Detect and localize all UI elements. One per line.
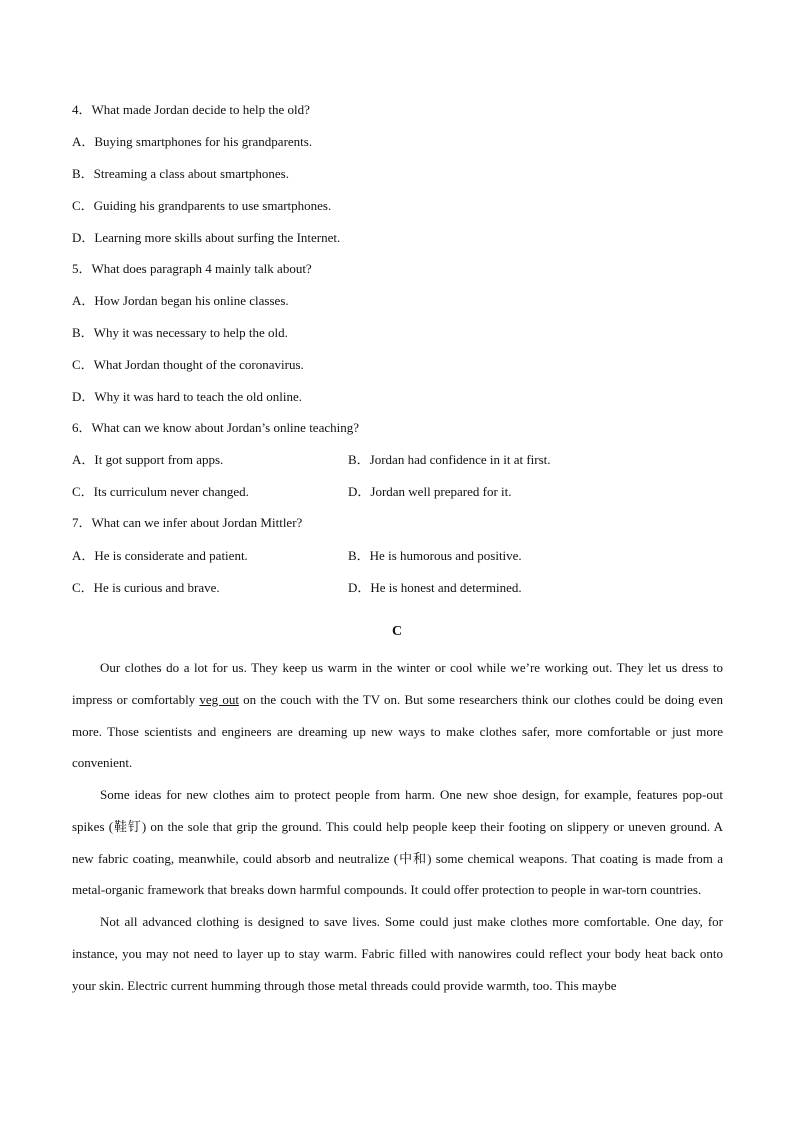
passage-paragraph-1 (72, 652, 723, 779)
question-7-option-b: B．He is humorous and positive. (348, 548, 522, 563)
question-6-stem: 6．What can we know about Jordan’s online teaching? (72, 420, 359, 435)
question-6-option-c: C．Its curriculum never changed. (72, 484, 249, 499)
reading-passage (72, 652, 723, 1001)
paragraph-1-text-end: on the couch with the TV on. But some researchers think our clothes could be doing even more. Those scientists and engineers are dreaming up new ways to make clothes safer, more comfortable or just more convenient. (72, 691, 723, 771)
question-7-option-c: C．He is curious and brave. (72, 580, 220, 595)
question-7-option-d: D．He is honest and determined. (348, 580, 522, 595)
question-6-option-a: A．It got support from apps. (72, 452, 224, 467)
question-5-option-c: C．What Jordan thought of the coronavirus. (72, 357, 304, 372)
question-4-option-b: B．Streaming a class about smartphones. (72, 166, 289, 181)
underlined-phrase: veg out (199, 691, 239, 707)
question-5-option-a: A．How Jordan began his online classes. (72, 293, 289, 308)
question-6-option-b: B．Jordan had confidence in it at first. (348, 452, 551, 467)
section-title: C (391, 624, 403, 639)
passage-paragraph-2: Some ideas for new clothes aim to protect people from harm. One new shoe design, for example, features pop-out spikes (鞋钉) on the sole that grip the ground. This could help people keep their footing on slippery or uneven ground. A new fabric coating, meanwhile, could absorb and neutralize (中和) some chemical weapons. That coating is made from a metal-organic framework that breaks down harmful compounds. It could offer protection to people in war-torn countries. (72, 787, 723, 898)
question-5-option-d: D．Why it was hard to teach the old online. (72, 389, 302, 404)
question-5-option-b: B．Why it was necessary to help the old. (72, 325, 288, 340)
paragraph-1-text-start: Our clothes do a lot for us. They keep us warm in the winter or cool while we’re working out. They let us dress to impress or comfortably (72, 660, 723, 707)
question-4-stem: 4．What made Jordan decide to help the old? (72, 102, 310, 117)
question-6-option-d: D．Jordan well prepared for it. (348, 484, 512, 499)
question-4-option-c: C．Guiding his grandparents to use smartphones. (72, 198, 332, 213)
question-4-option-a: A．Buying smartphones for his grandparents. (72, 134, 313, 149)
question-4-option-d: D．Learning more skills about surfing the Internet. (72, 230, 341, 245)
question-7-option-a: A．He is considerate and patient. (72, 548, 248, 563)
passage-paragraph-3: Not all advanced clothing is designed to save lives. Some could just make clothes more comfortable. One day, for instance, you may not need to layer up to stay warm. Fabric filled with nanowires could reflect your body heat back onto your skin. Electric current humming through those metal threads could provide warmth, too. This maybe (72, 914, 723, 993)
question-7-stem: 7．What can we infer about Jordan Mittler? (72, 515, 303, 530)
question-5-stem: 5．What does paragraph 4 mainly talk about? (72, 261, 312, 276)
